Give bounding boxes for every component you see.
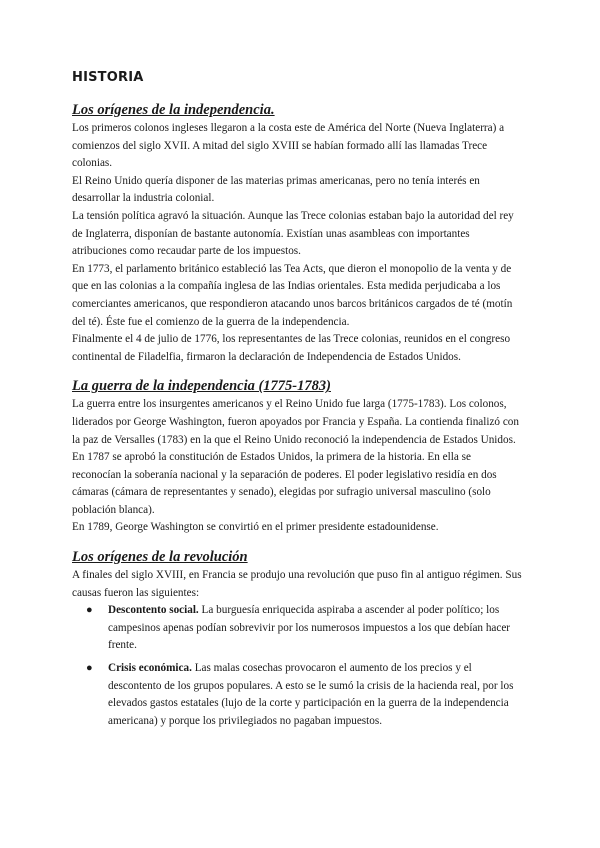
bullet-text: Las malas cosechas provocaron el aumento de los precios y el descontento de los grupos populares. A esto se le sumó la crisis de la hacienda real, por los elevados gastos estatales (lujo de la corte y participación en la guerra de la independencia americana) y porque los privilegiados no pagaban impuestos. bbox=[108, 662, 514, 727]
section-origins-independence bbox=[72, 102, 522, 366]
section-origins-revolution bbox=[72, 549, 522, 730]
causes-list bbox=[72, 602, 522, 730]
list-item bbox=[72, 602, 522, 655]
section-war-of-independence bbox=[72, 378, 522, 537]
document-page bbox=[72, 70, 522, 742]
document-title: HISTORIA bbox=[72, 70, 144, 85]
bullet-term: Crisis económica. bbox=[108, 662, 192, 675]
paragraph: Finalmente el 4 de julio de 1776, los representantes de las Trece colonias, reunidos en el congreso continental de Filadelfia, firmaron la declaración de Independencia de Estados Unidos. bbox=[72, 333, 511, 363]
bullet-text: La burguesía enriquecida aspiraba a ascender al poder político; los campesinos apenas podían sobrevivir por los numerosos impuestos a los que debían hacer frente. bbox=[108, 604, 511, 652]
paragraph: En 1787 se aprobó la constitución de Estados Unidos, la primera de la historia. En ella se reconocían la soberanía nacional y la separación de poderes. El poder legislativo residía en dos cámaras (cámara de representantes y senado), elegidas por sufragio universal masculino (solo población blanca). bbox=[72, 451, 497, 516]
list-item bbox=[72, 660, 522, 730]
paragraph: El Reino Unido quería disponer de las materias primas americanas, pero no tenía interés en desarrollar la industria colonial. bbox=[72, 174, 480, 205]
section-heading: Los orígenes de la independencia. bbox=[72, 102, 275, 118]
paragraph: La guerra entre los insurgentes americanos y el Reino Unido fue larga (1775-1783). Los colonos, liderados por George Washington, fueron apoyados por Francia y España. La contienda finalizó con la paz de Versalles (1783) en la que el Reino Unido reconoció la independencia de Estados Unidos. bbox=[72, 398, 519, 446]
paragraph: En 1789, George Washington se convirtió en el primer presidente estadounidense. bbox=[72, 521, 439, 534]
bullet-dot-icon: ● bbox=[86, 662, 93, 675]
section-heading: La guerra de la independencia (1775-1783) bbox=[72, 378, 331, 395]
paragraph: A finales del siglo XVIII, en Francia se produjo una revolución que puso fin al antiguo régimen. Sus causas fueron las siguientes: bbox=[72, 569, 522, 599]
bullet-term: Descontento social. bbox=[108, 604, 199, 617]
paragraph: La tensión política agravó la situación. Aunque las Trece colonias estaban bajo la autoridad del rey de Inglaterra, disponían de bastante autonomía. Existían unas asambleas con importantes atribuciones como recaudar parte de los impuestos. bbox=[72, 209, 514, 258]
paragraph: En 1773, el parlamento británico estableció las Tea Acts, que dieron el monopolio de la venta y de que en las colonias a la compañía inglesa de las Indias orientales. Esta medida perjudicaba a los comerciantes americanos, que respondieron atacando unos barcos británicos cargados de té (motín del té). Éste fue el comienzo de la guerra de la independencia. bbox=[72, 262, 513, 328]
section-heading: Los orígenes de la revolución bbox=[72, 549, 248, 566]
bullet-dot-icon: ● bbox=[86, 604, 93, 617]
paragraph: Los primeros colonos ingleses llegaron a la costa este de América del Norte (Nueva Inglaterra) a comienzos del siglo XVII. A mitad del siglo XVIII se habían formado allí las llamadas Trece colonias. bbox=[72, 122, 505, 170]
